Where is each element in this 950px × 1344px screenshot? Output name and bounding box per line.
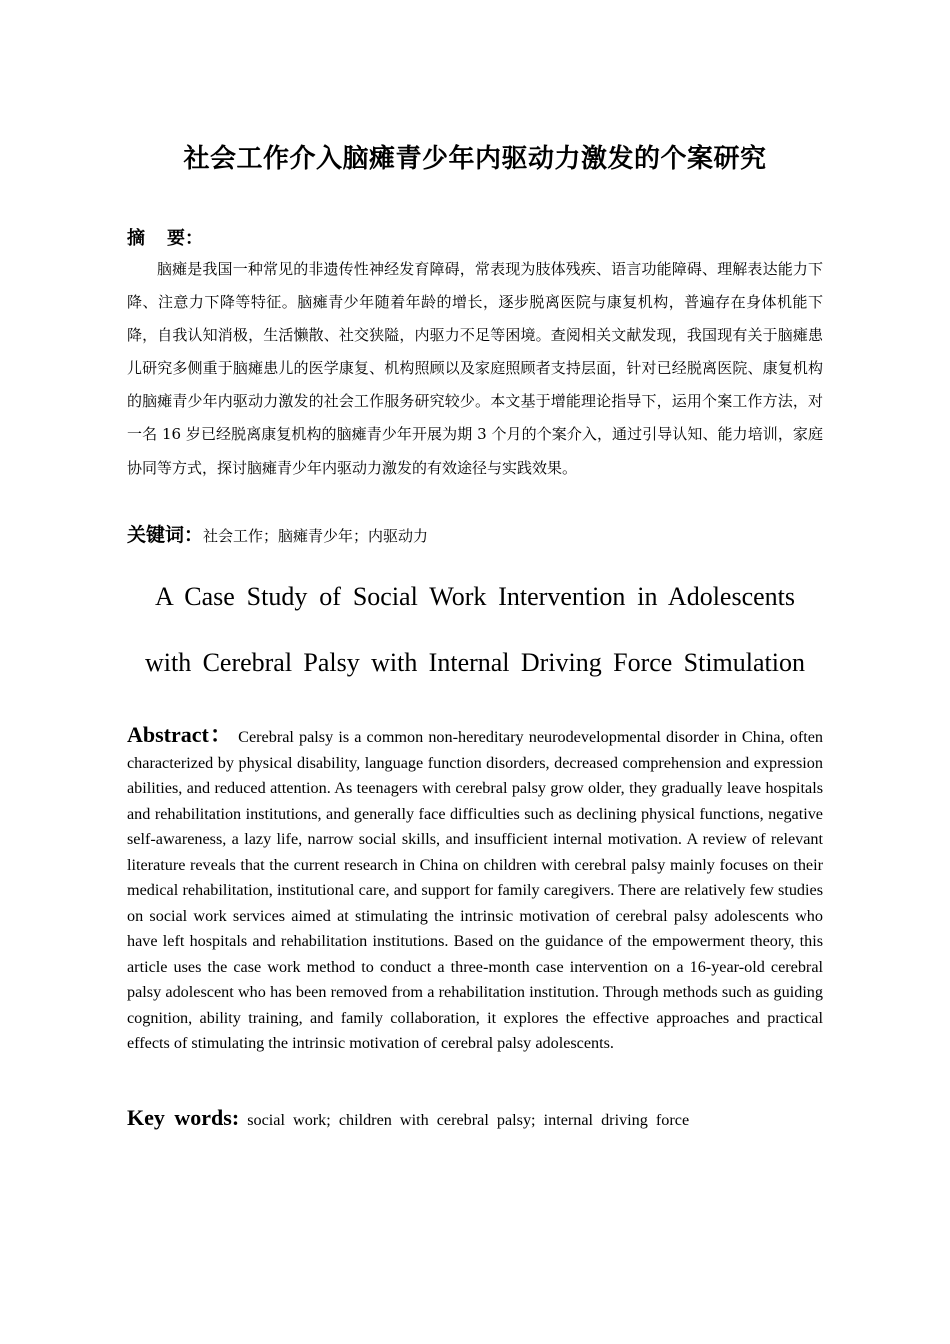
english-keywords-text: social work; children with cerebral palsy; internal driving force — [247, 1111, 690, 1129]
chinese-keywords-text: 社会工作；脑瘫青少年；内驱动力 — [203, 527, 429, 545]
chinese-abstract-heading — [127, 224, 203, 250]
english-abstract — [127, 722, 823, 1057]
english-abstract-label: Abstract： — [127, 722, 234, 747]
chinese-title: 社会工作介入脑瘫青少年内驱动力激发的个案研究 — [183, 144, 767, 174]
chinese-abstract-text: 脑瘫是我国一种常见的非遗传性神经发育障碍，常表现为肢体残疾、语言功能障碍、理解表达能力下降、注意力下降等特征。脑瘫青少年随着年龄的增长，逐步脱离医院与康复机构，普遍存在身体机能下降，自我认知消极，生活懒散、社交狭隘，内驱力不足等困境。查阅相关文献发现，我国现有关于脑瘫患儿研究多侧重于脑瘫患儿的医学康复、机构照顾以及家庭照顾者支持层面，针对已经脱离医院、康复机构的脑瘫青少年内驱动力激发的社会工作服务研究较少。本文基于增能理论指导下，运用个案工作方法，对一名 16 岁已经脱离康复机构的脑瘫青少年开展为期 3 个月的个案介入，通过引导认知、能力培训，家庭协同等方式，探讨脑瘫青少年内驱动力激发的有效途径与实践效果。 — [127, 260, 823, 477]
english-keywords — [127, 1105, 689, 1131]
english-title-line-2: with Cerebral Palsy with Internal Driving Force Stimulation — [145, 648, 805, 677]
chinese-keywords — [127, 520, 428, 547]
chinese-keywords-label: 关键词： — [127, 524, 204, 546]
chinese-abstract-label-part1: 摘 — [127, 228, 145, 249]
chinese-abstract-label-part2: 要： — [167, 228, 203, 249]
english-abstract-text: Cerebral palsy is a common non-hereditary neurodevelopmental disorder in China, often characterized by physical disability, language function disorders, decreased comprehension and expression abilities, and reduced attention. As teenagers with cerebral palsy grow older, they gradually leave hospitals and rehabilitation institutions, and generally face difficulties such as declining physical functions, negative self-awareness, a lazy life, narrow social skills, and insufficient internal motivation. A review of relevant literature reveals that the current research in China on children with cerebral palsy mainly focuses on their medical rehabilitation, institutional care, and support for family caregivers. There are relatively few studies on social work services aimed at stimulating the intrinsic motivation of cerebral palsy adolescents who have left hospitals and rehabilitation institutions. Based on the guidance of the empowerment theory, this article uses the case work method to conduct a three-month case intervention on a 16-year-old cerebral palsy adolescent who has been removed from a rehabilitation institution. Through methods such as guiding cognition, ability training, and family collaboration, it explores the effective approaches and practical effects of stimulating the intrinsic motivation of cerebral palsy adolescents. — [127, 728, 823, 1052]
english-title-line-1: A Case Study of Social Work Intervention in Adolescents — [155, 582, 795, 611]
english-keywords-label: Key words: — [127, 1105, 240, 1130]
